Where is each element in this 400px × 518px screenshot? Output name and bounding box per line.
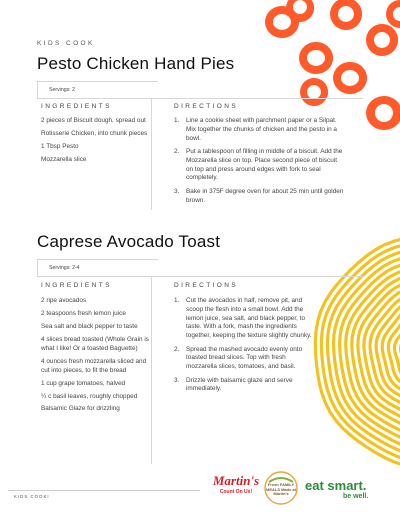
direction-step (174, 117, 344, 143)
recipe-1-ingredients-heading: INGREDIENTS (41, 103, 112, 110)
recipe-2-servings: Servings: 2-4 (49, 265, 80, 271)
martins-wordmark: Martin's (212, 473, 260, 488)
direction-step (174, 377, 314, 395)
kids-cook-eyebrow: KIDS COOK (37, 40, 95, 47)
step-text: Bake in 375F degree oven for about 25 min until golden brown. (186, 187, 344, 204)
step-text: Drizzle with balsamic glaze and serve immediately. (186, 376, 293, 393)
direction-step (174, 297, 314, 341)
direction-step (174, 188, 344, 206)
direction-step (174, 148, 344, 183)
recipe-1-directions-heading: DIRECTIONS (174, 103, 239, 110)
recipe-2-divider (37, 276, 363, 277)
ingredient-item: 2 ripe avocados (41, 297, 87, 304)
ingredient-item: 4 slices bread toasted (Whole Grain is what I like! Or a toasted Baguette) (41, 335, 149, 352)
ingredient-item: 1 cup grape tomatoes, halved (41, 379, 126, 387)
step-number: 2. (174, 345, 180, 353)
footer-label: KIDS COOK! (14, 494, 50, 499)
ingredient-item: Balsamic Glaze for drizzling (41, 405, 120, 413)
ingredient-item: Mozzarella slice (41, 155, 87, 163)
recipe-2-directions-heading: DIRECTIONS (174, 282, 239, 289)
ingredient-item: ¼ c basil leaves, roughly chopped (41, 392, 138, 400)
recipe-1-ingredients-list (41, 117, 153, 169)
martins-logo (212, 473, 260, 503)
recipe-2-directions-list (174, 297, 314, 399)
martins-tagline: Count On Us! (219, 489, 253, 495)
ingredient-item: 4 ounces fresh mozzarella sliced and cut into pieces, to fit the bread (41, 357, 147, 374)
direction-step (174, 346, 314, 372)
footer-rule (8, 490, 200, 491)
fresh-family-meals-logo (263, 470, 299, 506)
recipe-1-directions-list (174, 117, 344, 210)
step-text: Line a cookie sheet with parchment paper or a Silpat. Mix together the chunks of chicken and the pesto in a bowl. (186, 117, 337, 142)
lemon-ring (382, 306, 400, 400)
ingredient-item: Rotisserie Chicken, into chunk pieces (41, 129, 148, 137)
be-well-tagline: be well. (343, 493, 369, 500)
fresh-family-meals-text: Fresh FAMILY MEALS Made at Martin's (265, 482, 296, 497)
recipe-2-ingredients-heading: INGREDIENTS (41, 282, 112, 289)
step-number: 1. (174, 117, 180, 124)
recipe-2-title: Caprese Avocado Toast (37, 232, 221, 251)
step-text: Put a tablespoon of filling in middle of a biscuit. Add the Mozzarella slice on top. Place second piece of biscuit on top and press around edges with fork to seal completely. (186, 147, 343, 182)
step-text: Cut the avocados in half, remove pit, and scoop the flesh into a small bowl. Add the lemon juice, sea salt, and black pepper, to taste. With a fork, mash the ingredients together, keeping the texture slightly chunky. (186, 297, 312, 340)
step-number: 2. (174, 147, 180, 155)
recipe-2-servings-box (37, 259, 158, 277)
step-number: 3. (174, 376, 180, 384)
step-number: 1. (174, 297, 180, 304)
ingredient-item: Sea salt and black pepper to taste (41, 322, 138, 330)
recipe-1-servings-box (37, 81, 158, 99)
ingredient-item: 1 Tbsp Pesto (41, 142, 79, 150)
recipe-2-ingredients-list (41, 297, 153, 418)
eat-smart-wordmark: eat smart. (305, 478, 367, 493)
ingredient-item: 2 teaspoons fresh lemon juice (41, 309, 126, 317)
step-text: Spread the mashed avocado evenly onto toasted bread slices. Top with fresh mozzarella slices, tomatoes, and basil. (186, 345, 303, 371)
recipe-1-divider (37, 98, 363, 99)
recipe-1-title: Pesto Chicken Hand Pies (37, 54, 235, 73)
recipe-1-servings: Servings: 2 (49, 87, 75, 93)
ingredient-item: 2 pieces of Biscuit dough, spread out (41, 117, 146, 124)
step-number: 3. (174, 187, 180, 195)
